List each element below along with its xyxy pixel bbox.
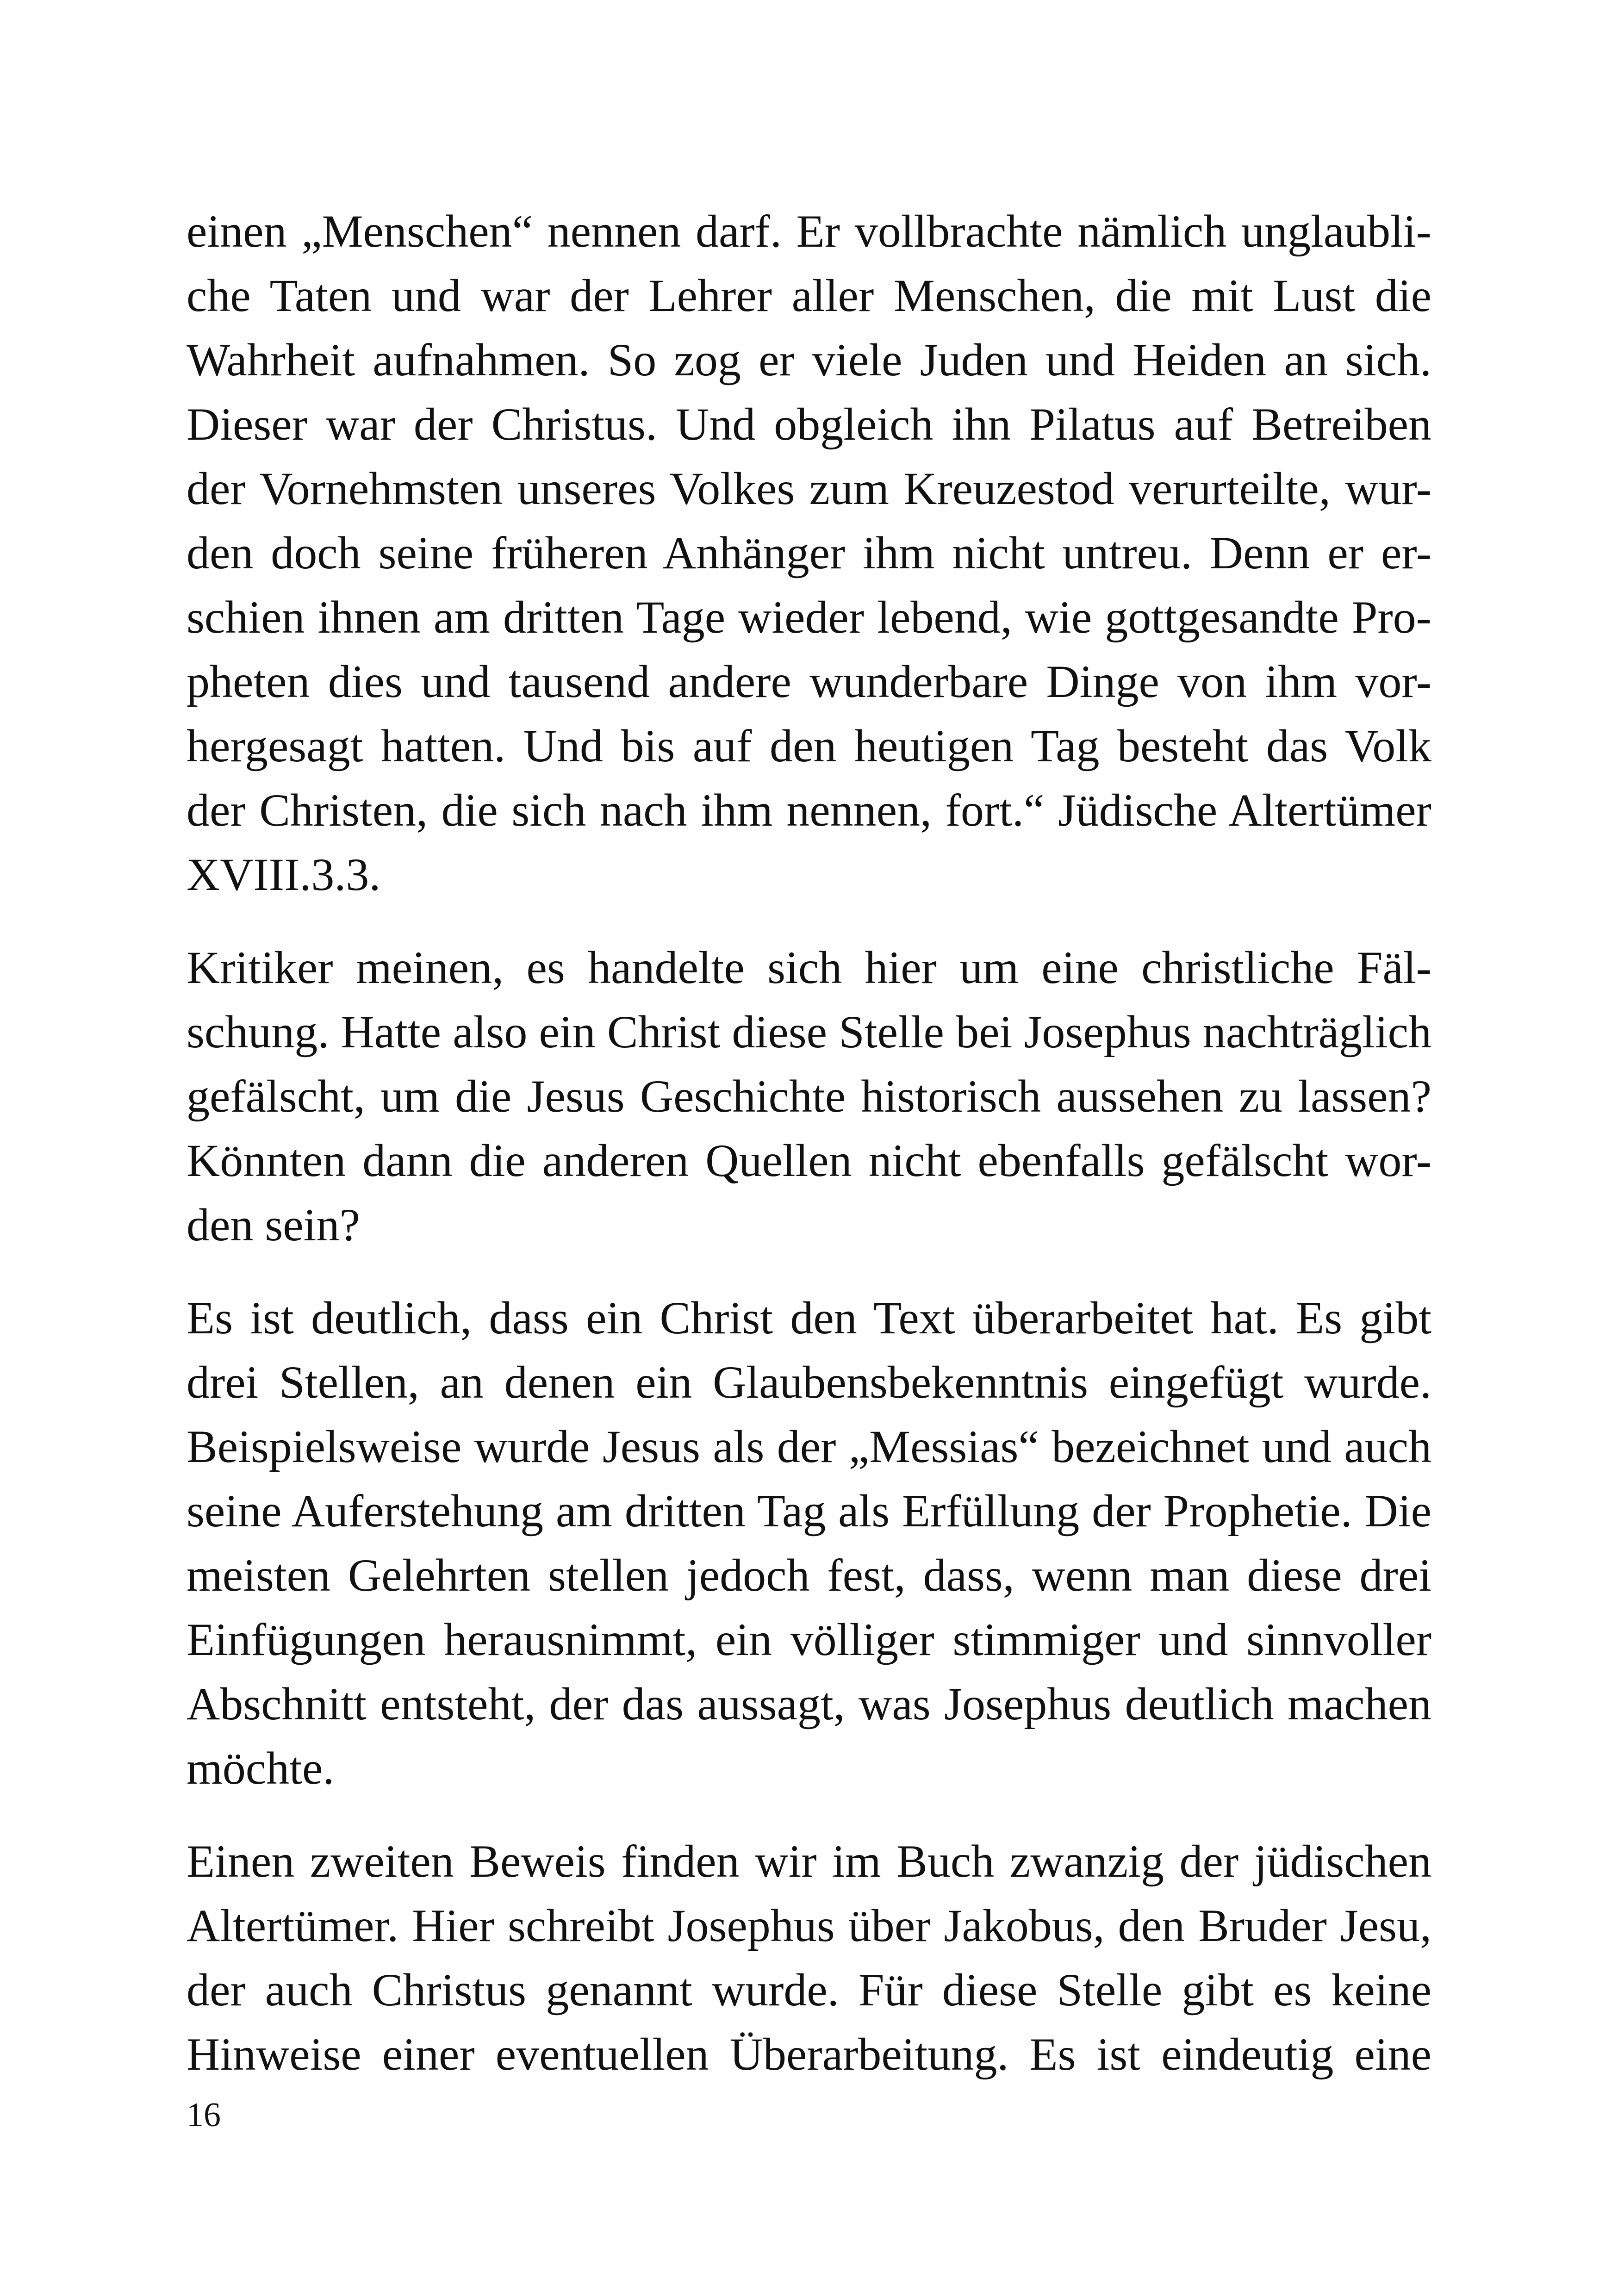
paragraph-second-proof: [187, 1829, 1431, 2086]
paragraph-gap: [187, 907, 1431, 935]
text-line: che Taten und war der Lehrer aller Menschen, die mit Lust die: [187, 270, 1431, 321]
text-line: drei Stellen, an denen ein Glaubensbekenntnis eingefügt wurde.: [187, 1356, 1431, 1408]
text-line: den sein?: [187, 1199, 360, 1251]
text-line: hergesagt hatten. Und bis auf den heutigen Tag besteht das Volk: [187, 720, 1431, 772]
text-line: Abschnitt entsteht, der das aussagt, was Josephus deutlich machen: [187, 1678, 1431, 1730]
text-line: Dieser war der Christus. Und obgleich ihn Pilatus auf Betreiben: [187, 398, 1431, 450]
text-line: Könnten dann die anderen Quellen nicht ebenfalls gefälscht wor-: [187, 1135, 1431, 1186]
text-line: Kritiker meinen, es handelte sich hier um eine christliche Fäl-: [187, 942, 1431, 993]
text-line: schien ihnen am dritten Tage wieder lebend, wie gottgesandte Pro-: [187, 591, 1431, 643]
page-number: 16: [187, 2096, 221, 2134]
text-line: Es ist deutlich, dass ein Christ den Text überarbeitet hat. Es gibt: [187, 1292, 1431, 1344]
text-line: Altertümer. Hier schreibt Josephus über Jakobus, den Bruder Jesu,: [187, 1900, 1431, 1951]
text-line: schung. Hatte also ein Christ diese Stelle bei Josephus nachträglich: [187, 1006, 1431, 1058]
text-line: XVIII.3.3.: [187, 849, 381, 900]
text-line: Beispielsweise wurde Jesus als der „Messias“ bezeichnet und auch: [187, 1421, 1431, 1472]
text-line: gefälscht, um die Jesus Geschichte historisch aussehen zu lassen?: [187, 1070, 1431, 1122]
text-line: Hinweise einer eventuellen Überarbeitung. Es ist eindeutig eine: [187, 2028, 1431, 2080]
text-line: Einen zweiten Beweis finden wir im Buch zwanzig der jüdischen: [187, 1836, 1431, 1887]
text-line: meisten Gelehrten stellen jedoch fest, dass, wenn man diese drei: [187, 1549, 1431, 1601]
text-line: der auch Christus genannt wurde. Für diese Stelle gibt es keine: [187, 1964, 1431, 2016]
text-line: seine Auferstehung am dritten Tag als Erfüllung der Prophetie. Die: [187, 1485, 1431, 1537]
text-line: der Vornehmsten unseres Volkes zum Kreuzestod verurteilte, wur-: [187, 463, 1431, 514]
paragraph-critics: [187, 935, 1431, 1257]
paragraph-revision: [187, 1286, 1431, 1800]
text-line: pheten dies und tausend andere wunderbare Dinge von ihm vor-: [187, 656, 1431, 707]
paragraph-gap: [187, 1800, 1431, 1829]
text-line: möchte.: [187, 1742, 335, 1794]
text-line: Wahrheit aufnahmen. So zog er viele Juden und Heiden an sich.: [187, 334, 1431, 386]
paragraph-josephus-quote: [187, 199, 1431, 907]
text-line: der Christen, die sich nach ihm nennen, fort.“ Jüdische Altertümer: [187, 784, 1431, 836]
text-line: einen „Menschen“ nennen darf. Er vollbrachte nämlich unglaubli-: [187, 205, 1431, 257]
body-text: [187, 199, 1431, 2086]
text-line: den doch seine früheren Anhänger ihm nicht untreu. Denn er er-: [187, 527, 1431, 579]
paragraph-gap: [187, 1257, 1431, 1286]
text-line: Einfügungen herausnimmt, ein völliger stimmiger und sinnvoller: [187, 1614, 1431, 1665]
